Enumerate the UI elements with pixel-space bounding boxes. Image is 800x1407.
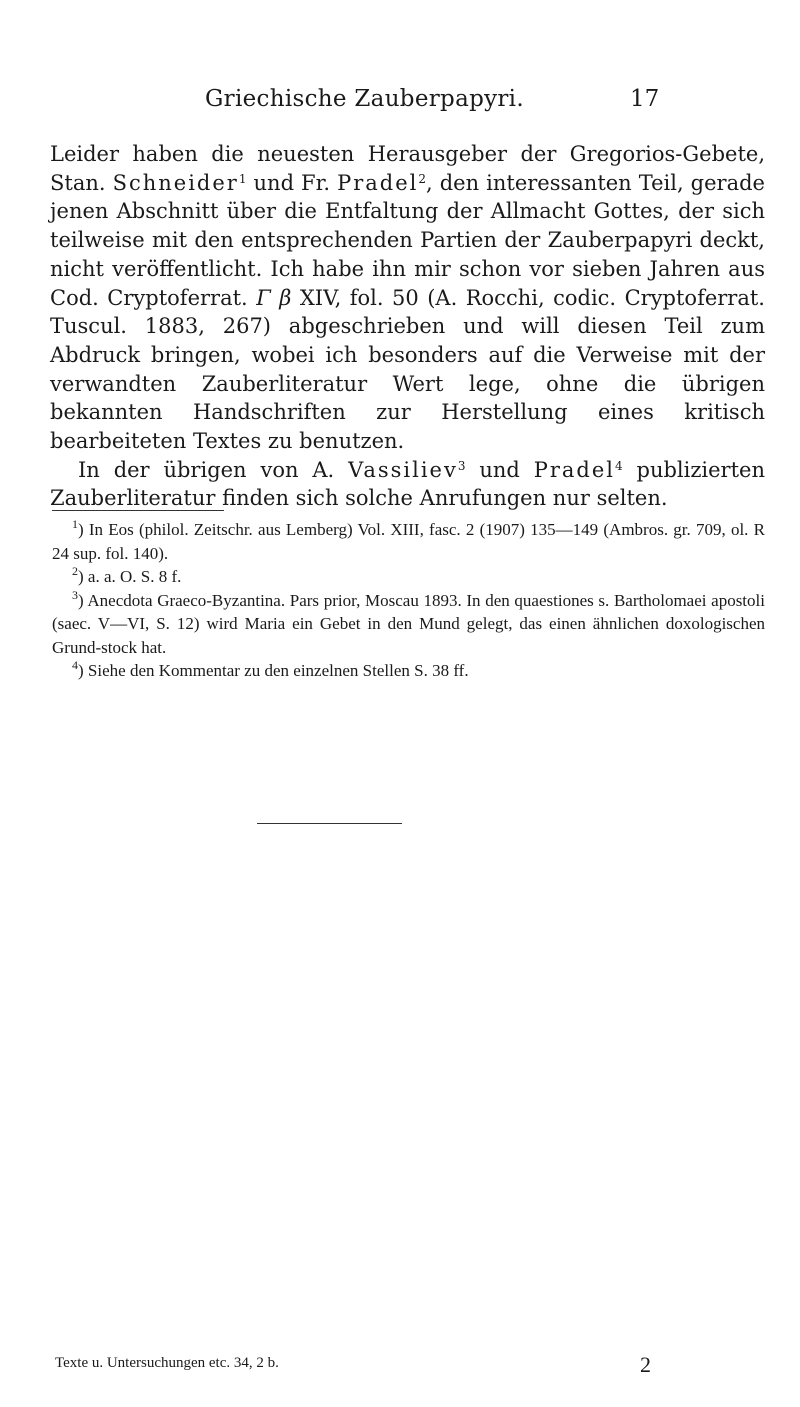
footnote-2: $^2$) a. a. O. S. 8 f. bbox=[72, 564, 182, 586]
footnote-text-4: Siehe den Kommentar zu den einzelnen Stellen S. 38 ff. bbox=[87, 661, 469, 680]
footnotes bbox=[52, 518, 765, 683]
footnote-ref-3: 3 bbox=[457, 458, 466, 473]
paragraph-1 bbox=[50, 140, 765, 456]
author-name-schneider: Schneider bbox=[112, 170, 239, 195]
author-name-vassiliev: Vassiliev bbox=[348, 457, 458, 482]
end-rule bbox=[257, 823, 402, 824]
footnote-ref-2: 2 bbox=[418, 171, 426, 186]
p1-text-2: und Fr. bbox=[246, 170, 338, 195]
footnote-1: $^1$) In Eos (philol. Zeitschr. aus Lemberg) Vol. XIII, fasc. 2 (1907) 135—149 (Ambros. gr. 709, ol. R 24 sup. fol. 140). bbox=[52, 517, 765, 563]
footnote-ref-1: 1 bbox=[238, 171, 247, 186]
print-signature: Texte u. Untersuchungen etc. 34, 2 b. bbox=[55, 1355, 279, 1371]
footnote-3: $^3$) Anecdota Graeco-Byzantina. Pars prior, Moscau 1893. In den quaestiones s. Bartholomaei apostoli (saec. V—VI, S. 12) wird Maria ein Gebet in den Mund gelegt, das einen ähnlichen doxologischen Grund-stock hat. bbox=[52, 587, 765, 657]
page-number: 17 bbox=[630, 86, 660, 112]
footnote-text-2: a. a. O. S. 8 f. bbox=[87, 567, 182, 586]
footnote-text-3: Anecdota Graeco-Byzantina. Pars prior, Moscau 1893. In den quaestiones s. Bartholomaei apostoli (saec. V—VI, S. 12) wird Maria ein Gebet in den Mund gelegt, das einen ähnlichen doxologischen Grund-stock hat. bbox=[52, 590, 765, 657]
author-name-pradel-2: Pradel bbox=[533, 457, 615, 482]
p2-text-1: In der übrigen von A. bbox=[78, 457, 349, 482]
running-head-title: Griechische Zauberpapyri. bbox=[205, 86, 524, 112]
p2-text-3: publizierten Zauberliteratur finden sich solche Anrufungen nur selten. bbox=[50, 457, 765, 511]
author-name-pradel: Pradel bbox=[337, 170, 419, 195]
greek-siglum: Γ β bbox=[256, 285, 292, 310]
footnote-ref-4: 4 bbox=[615, 458, 623, 473]
p1-text-1: Leider haben die neuesten Herausgeber der Gregorios-Gebete, Stan. bbox=[50, 142, 765, 195]
p1-text-4: XIV, fol. 50 (A. Rocchi, codic. Cryptoferrat. Tuscul. 1883, 267) abgeschrieben und will diesen Teil zum Abdruck bringen, wobei ich besonders auf die Verweise mit der verwandten Zauberliteratur Wert lege, ohne die übrigen bekannten Handschriften zur Herstellung eines kritisch bearbeiteten Textes zu benutzen. bbox=[50, 285, 765, 454]
footnote-text-1: In Eos (philol. Zeitschr. aus Lemberg) Vol. XIII, fasc. 2 (1907) 135—149 (Ambros. gr. 709, ol. R 24 sup. fol. 140). bbox=[52, 520, 765, 563]
p1-text-3: , den interessanten Teil, gerade jenen Abschnitt über die Entfaltung der Allmacht Gottes, der sich teilweise mit den entsprechenden Partien der Zauberpapyri deckt, nicht veröffentlicht. Ich habe ihn mir schon vor sieben Jahren aus Cod. Cryptoferrat. bbox=[50, 170, 765, 310]
paragraph-2 bbox=[50, 456, 765, 513]
footnote-separator bbox=[52, 510, 224, 511]
running-head bbox=[0, 86, 800, 126]
sheet-number: 2 bbox=[640, 1352, 651, 1377]
p2-text-2: und bbox=[465, 457, 534, 482]
body-text bbox=[50, 140, 765, 513]
footnote-4: $^4$) Siehe den Kommentar zu den einzelnen Stellen S. 38 ff. bbox=[72, 658, 469, 680]
